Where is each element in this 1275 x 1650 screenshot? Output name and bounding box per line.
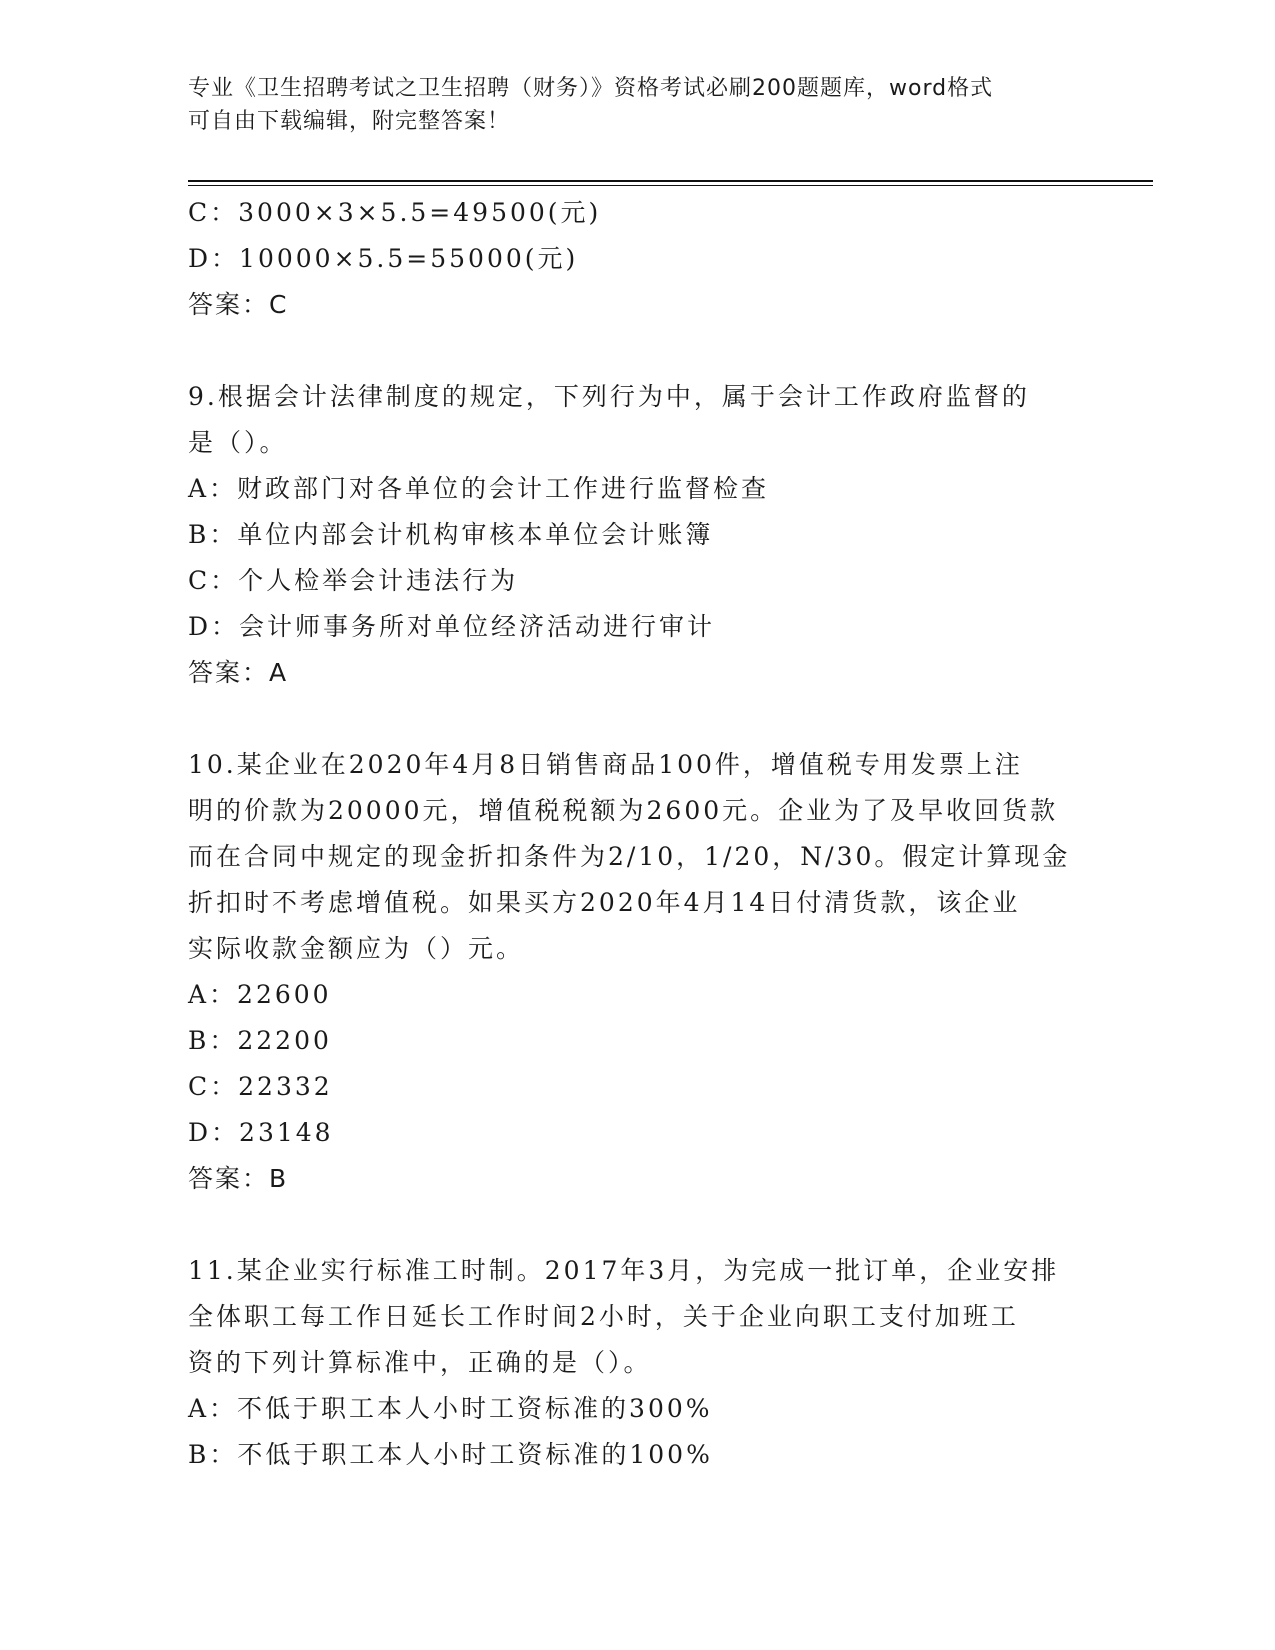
option-c: C：22332 [188, 1072, 333, 1101]
option-c: C：个人检举会计违法行为 [188, 566, 519, 595]
answer: 答案：B [188, 1164, 289, 1193]
header-line-1: 专业《卫生招聘考试之卫生招聘（财务）》资格考试必刷200题题库，word格式 [188, 76, 994, 101]
question-stem: 折扣时不考虑增值税。如果买方2020年4月14日付清货款，该企业 [188, 888, 1021, 917]
header-divider-thick [188, 180, 1153, 182]
question-stem: 资的下列计算标准中，正确的是（）。 [188, 1348, 652, 1377]
question-stem: 10.某企业在2020年4月8日销售商品100件，增值税专用发票上注 [188, 750, 1023, 779]
answer: 答案：A [188, 658, 289, 687]
spacer [188, 1202, 1088, 1248]
question-10 [188, 742, 1088, 1202]
option-d: D：10000×5.5=55000(元) [188, 244, 579, 273]
question-8-tail [188, 190, 1088, 328]
question-stem: 而在合同中规定的现金折扣条件为2/10，1/20，N/30。假定计算现金 [188, 842, 1071, 871]
option-a: A：22600 [188, 980, 332, 1009]
document-body [188, 190, 1088, 1478]
question-stem: 11.某企业实行标准工时制。2017年3月，为完成一批订单，企业安排 [188, 1256, 1060, 1285]
option-d: D：会计师事务所对单位经济活动进行审计 [188, 612, 716, 641]
option-b: B：不低于职工本人小时工资标准的100% [188, 1440, 713, 1469]
option-b: B：22200 [188, 1026, 332, 1055]
option-b: B：单位内部会计机构审核本单位会计账簿 [188, 520, 714, 549]
option-a: A：财政部门对各单位的会计工作进行监督检查 [188, 474, 770, 503]
question-stem: 全体职工每工作日延长工作时间2小时，关于企业向职工支付加班工 [188, 1302, 1019, 1331]
question-stem: 明的价款为20000元，增值税税额为2600元。企业为了及早收回货款 [188, 796, 1059, 825]
question-9 [188, 374, 1088, 696]
question-stem: 是（）。 [188, 428, 288, 457]
option-a: A：不低于职工本人小时工资标准的300% [188, 1394, 713, 1423]
header-line-2: 可自由下载编辑，附完整答案！ [188, 109, 511, 134]
option-c: C：3000×3×5.5=49500(元) [188, 198, 602, 227]
question-11 [188, 1248, 1088, 1478]
question-stem: 9.根据会计法律制度的规定，下列行为中，属于会计工作政府监督的 [188, 382, 1030, 411]
question-stem: 实际收款金额应为（）元。 [188, 934, 525, 963]
document-header [188, 72, 1088, 138]
option-d: D：23148 [188, 1118, 334, 1147]
answer: 答案：C [188, 290, 289, 319]
spacer [188, 328, 1088, 374]
spacer [188, 696, 1088, 742]
header-divider-thin [188, 185, 1153, 186]
